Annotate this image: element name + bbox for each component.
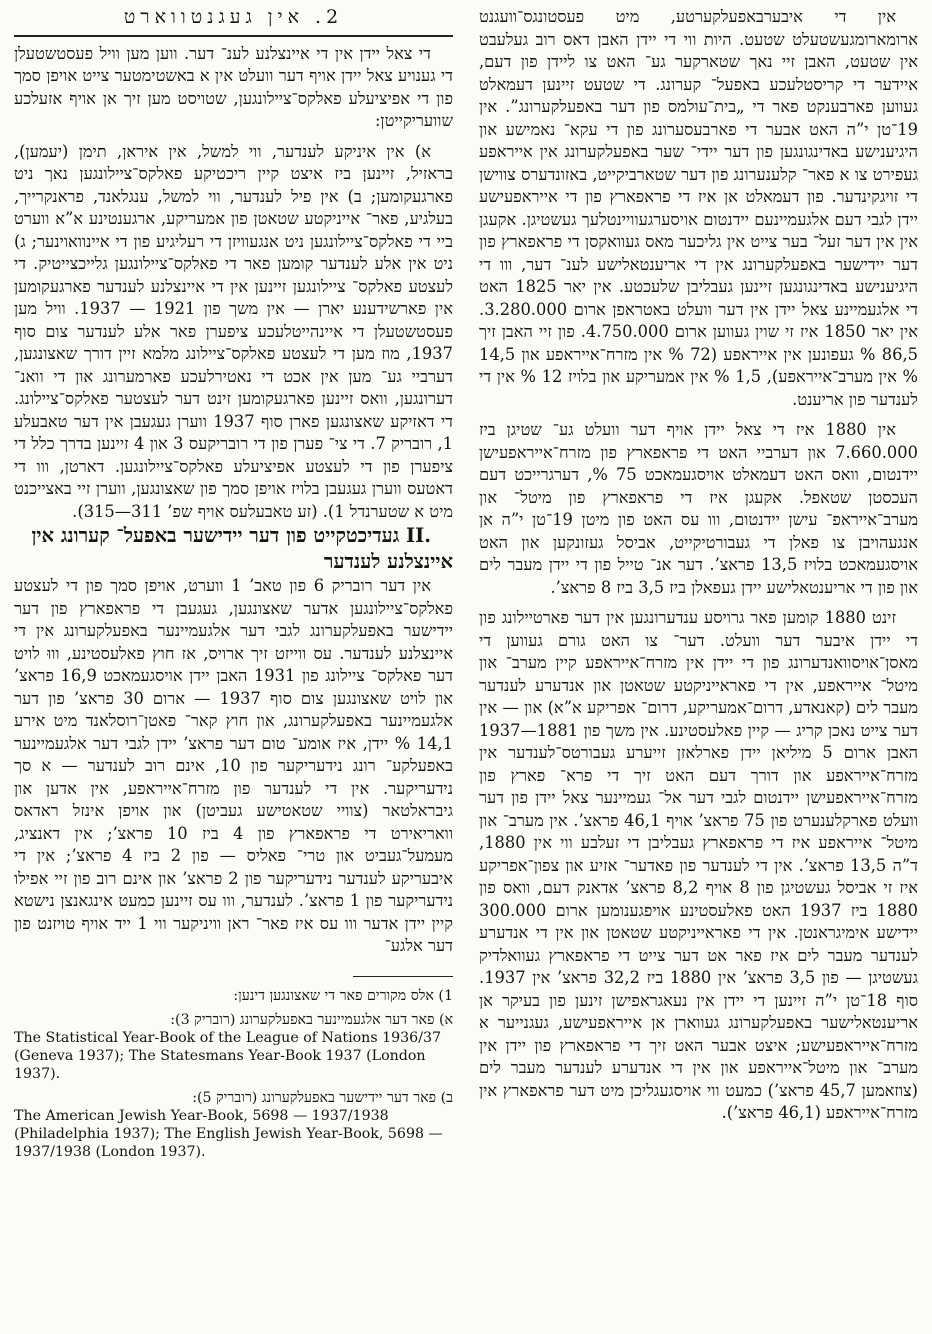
intro-paragraph: די צאל יידן אין די איינצלנע לענ־ דער. ווען מען וויל פעסטשטעלן די גענויע צאל יידן אויף דער וועלט אין א באשטימטער צייט אויפן סמך פון די אפיציעלע פאלקס־ציילונגען, שטויסט מען זיך אן אויף אזעלכע שוועריקייטן: bbox=[14, 43, 453, 130]
heading-rule bbox=[14, 35, 453, 37]
left-column bbox=[14, 6, 453, 1326]
footnote-1a-sources: The Statistical Year-Book of the League of Nations 1936/37 (Geneva 1937); The Statesmans Year-Book 1937 (London 1937). bbox=[14, 1029, 442, 1082]
footnote-rule bbox=[353, 976, 453, 977]
section-heading: 2. אין געגנטווארט bbox=[123, 6, 344, 28]
footnotes bbox=[14, 987, 453, 1161]
right-column bbox=[479, 6, 918, 1326]
conditions-paragraph: א) אין איניקע לענדער, ווי למשל, אין איראן, תימן (יעמען), בראזיל, זיינען ביז איצט קיין ריכטיקע פאלקס־ציילונגען נאך ניט פארגעקומען; ב) אין פיל לענדער, ווי למשל, ענגלאנד, פראנקרייך, בעלגיע, פאר־ אייניקטע שטאטן פון אמעריקע, ארגענטינע א”א ווערט ביי די פאלקס־ציילונגען ניט אנגעוויזן די רעליגיע פון די איינוואוינער; ג) ניט אין אלע לענדער קומען פאר די פאלקס־ציילונגען גלייכצייטיק. די לעצטע פאלקס־ ציילונגען זיינען אין די איינצלנע לענדער פארגעקומען אין פארשידענע יארן — אין משך פון 1921 — 1937. וויל מען פעסטשטעלן די איינהייטלעכע ציפערן פאר אלע לענדער צום סוף 1937, מוז מען די לעצטע פאלקס־ציילונג מלמא זיין דורך שאצונגען, דערביי גע־ מען אין אכט די נאטירלעכע פארמערונג און די וואנ־ דערונגען, וואס זיינען פארגעקומען זינט דער לעצטער פאלקס־ציילונג. די דאזיקע שאצונגען פארן סוף 1937 ווערן געגעבן אין דער טאבעלע 1, רובריק 7. די צי־ פערן פון די רובריקעס 3 און 4 זיינען בדרך כלל די ציפערן פון די לעצטע אפיציעלע פאלקס־ציילונגען. דארטן, ווו די דאטעס ווערן געגעבן בלויז אויפן סמך פון שאצונגען, ווערן זיי באצייכנט מיט א שטערנדל 1). (זע טאבעלעס אויף שפ’ 311—315). bbox=[14, 141, 453, 521]
footnote-1b-heading: ב) פאר דער יידישער באפעלקערונג (רובריק 5): bbox=[192, 1089, 453, 1106]
footnote-1-heading: 1) אלס מקורים פאר די שאצונגען דינען: bbox=[233, 987, 453, 1004]
paragraph-since-1880-changes: זינט 1880 קומען פאר גרויסע ענדערונגען אין דער פארטיילונג פון די יידן איבער דער וועלט. דער־ צו האט גורם געווען די מאסן־אויסוואנדערונג פון די יידן אין מזרח־אייראפע קיין מערב־ און מיטל־ אייראפע, אין די פאראייניקטע שטאטן און אנדערע לענדער מעבר לים (קאנאדע, דרום־אמעריקע, דרום־ אפריקע א”א) און — אין דער צייט נאכן קריג — קיין פאלעסטינע. אין משך פון 1881—1937 האבן ארום 5 מיליאן יידן פארלאזן זייערע געבורטס־לענדער אין מזרח־אייראפע און דורך דעם האט זיך די פרא־ פארץ פון מזרח־אייראפעישן יידנטום לגבי דער אל־ געמיינער צאל יידן פון דער וועלט פארקלענערט פון 75 פראצ’ אויף 46,1 פראצ’. אין מערב־ און מיטל־ אייראפע איז די פראפארץ געבליבן די זעלבע ווי אין 1880, ד”ה 13,5 פראצ’. אין די לענדער פון פאדער־ אזיע און צפון־אפריקע איז זי אביסל געשטיגן פון 8 אויף 8,2 פראצ’ אדאנק דעם, וואס פון 1880 ביז 1937 האט פאלעסטינע אויפגענומען ארום 300.000 יידישע אימיגראנטן. אין די פאראייניקטע שטאטן און אין די אנדערע לענדער מעבר לים איז פאר אט דער צייט די פראפארץ געוואלדיק געשטיגן — פון 3,5 פראצ’ אין 1880 ביז 32,2 פראצ’ אין 1937. סוף 18־טן י”ה זיינען די יידן אין נעאגראפישן זינען פון בעיקר אן אריענטאלישער באפעלקערונג געווארן אן אייראפעישע, געגנייער א מזרח־אייראפעישע; איצט אבער האט זיך די פראפארץ פון יידן אין מערב־ און מיטל־אייראפע און אין די אנדערע לענדער מעבר לים (צוזאמען 45,7 פראצ’) כמעט ווי אויסגעגליכן מיט דער פראפארץ אין מזרח־אייראפע (46,1 פראצ’). bbox=[479, 608, 918, 1122]
subsection-number: II. bbox=[405, 524, 431, 547]
paragraph-distribution-history: אין די איבערבאפעלקערטע, מיט פעסטונגס־וועגנט ארומארומגעשטעלט שטעט. היות ווי די יידן האבן דאס רוב געלעבט אין שטעט, האבן זיי נאך שטארקער גע־ האט צו ליידן פון דעם, איידער די קריסטלעכע באפעל־ קערונג. די שטעט זיינען דעמאלט געווען פארבענקט פאר די „בית־עולמס פון דער באפעלקערונג”. אין 19־טן י”ה האט אבער די פארבעסערונג פון די עקא־ נאמישע און היגיענישע באדינגונגען פון דער יידי־ שער באפעלקערונג אין אייראפע געפירט צו א פאר־ קלענערונג פון דער שטארביקייט, באזונדערס צווישן די זויגקינדער. פון דעמאלט אן איז די פראפארץ פון די אייראפעישע יידן לגבי דעם אלגעמיינעם יידנטום אויסערגעוויינטלעך געשטיגן. אקעגן אין אין דער זעל־ בער צייט אין גליכער מאס געוואקסן די פראפארץ פון דער יידישער באפעלקערונג אין די אריענטאלישע לענ־ דער, ווו די היגיענישע באדינגונגען זיינען געבליבן שלעכטע. אין יאר 1825 האט די אלגעמיינע צאל יידן אין דער וועלט באטראפן ארום 3.280.000. אין יאר 1850 איז זי שוין געווען ארום 4.750.000. פון זיי האבן זיך 86,5 % געפונען אין אייראפע (72 % אין מזרח־אייראפע און 14,5 % אין מערב־אייראפע), 1,5 % אין אמעריקע און בלויז 12 % אין די לענדער פון אריענט. bbox=[479, 7, 918, 409]
subsection-heading bbox=[14, 523, 453, 575]
subsection-title: געדיכטקייט פון דער יידישער באפעל־ קערונג אין איינצלנע לענדער bbox=[31, 524, 453, 573]
paragraph-1880-statistics: אין 1880 איז די צאל יידן אויף דער וועלט גע־ שטיגן ביז 7.660.000 און דערביי האט די פראפארץ פון מזרח־אייראפעישן יידנטום, וואס האט דעמאלט אויסגעמאכט 75 %, דערגרייכט דעם העכסטן שטאפל. אקעגן איז די פראפארץ פון מיטל־ און מערב־אייראפ־ עישן יידנטום, ווו עס האט פון מיטן 19־טן י”ה אן אנגעהויבן צו פאלן די געבורטיקייט, אביסל געזונקען און האט אויסגעמאכט בלויז 13,5 פראצ’. דער אנ־ טייל פון די יידן מעבר לים און פון די אריענטאלישע יידן געפאלן ביז 3,5 ביז 8 פראצ’. bbox=[479, 420, 918, 597]
footnote-1a-heading: א) פאר דער אלגעמיינער באפעלקערונג (רובריק 3): bbox=[170, 1011, 453, 1028]
footnote-1b-sources: The American Jewish Year-Book, 5698 — 1937/1938 (Philadelphia 1937); The English Jewish Year-Book, 5698 — 1937/1938 (London 1937). bbox=[14, 1107, 443, 1160]
density-paragraph: אין דער רובריק 6 פון טאב’ 1 ווערט, אויפן סמך פון די לעצטע פאלקס־ציילונגען אדער שאצונגען, געגעבן די פראפארץ פון דער יידישער באפעלקערונג לגבי דער אלגעמיינער באפעלקערונג אין די איינצלנע לענדער. עס ווייזט זיך ארויס, אז חוץ פאלעסטינע, וווּ לויט דער פאלקס־ ציילונג פון 1931 האבן יידן אויסגעמאכט 16,9 פראצ’ און לויט שאצונגען צום סוף 1937 — ארום 30 פראצ’ פון דער אלגעמיינער באפעלקערונג, און חוץ קאר־ פאטן־רוסלאנד מיט אירע 14,1 % יידן, איז אומע־ טום דער פראצ’ יידן לגבי דער אלגעמיינער באפעלקע־ רונג נידעריקער פון 10, אינם רוב לענדער — א סך נידעריקער. אין די לענדער פון מזרח־אייראפע, אין אדען און גיבראלטאר (צוויי שטאטישע געביטן) און אויפן אינזל ראדאס וואריאירט די פראפארץ פון 4 ביז 10 פראצ’; אין דאנציג, מעמעל־געביט און טרי־ פאליס — פון 2 ביז 4 פראצ’; אין די איבעריקע לענדער נידעריקער פון 2 פראצ’ און אינם רוב פון זיי אפילו נידעריקער פון 1 פראצ’. לענדער, ווו עס זיינען כמעט אינגאנצן נישטא קיין יידן אדער ווו עס איז פאר־ ראן וויניקער ווי 1 ייד אויף טויזנט פון דער אלגע־ bbox=[14, 576, 453, 955]
